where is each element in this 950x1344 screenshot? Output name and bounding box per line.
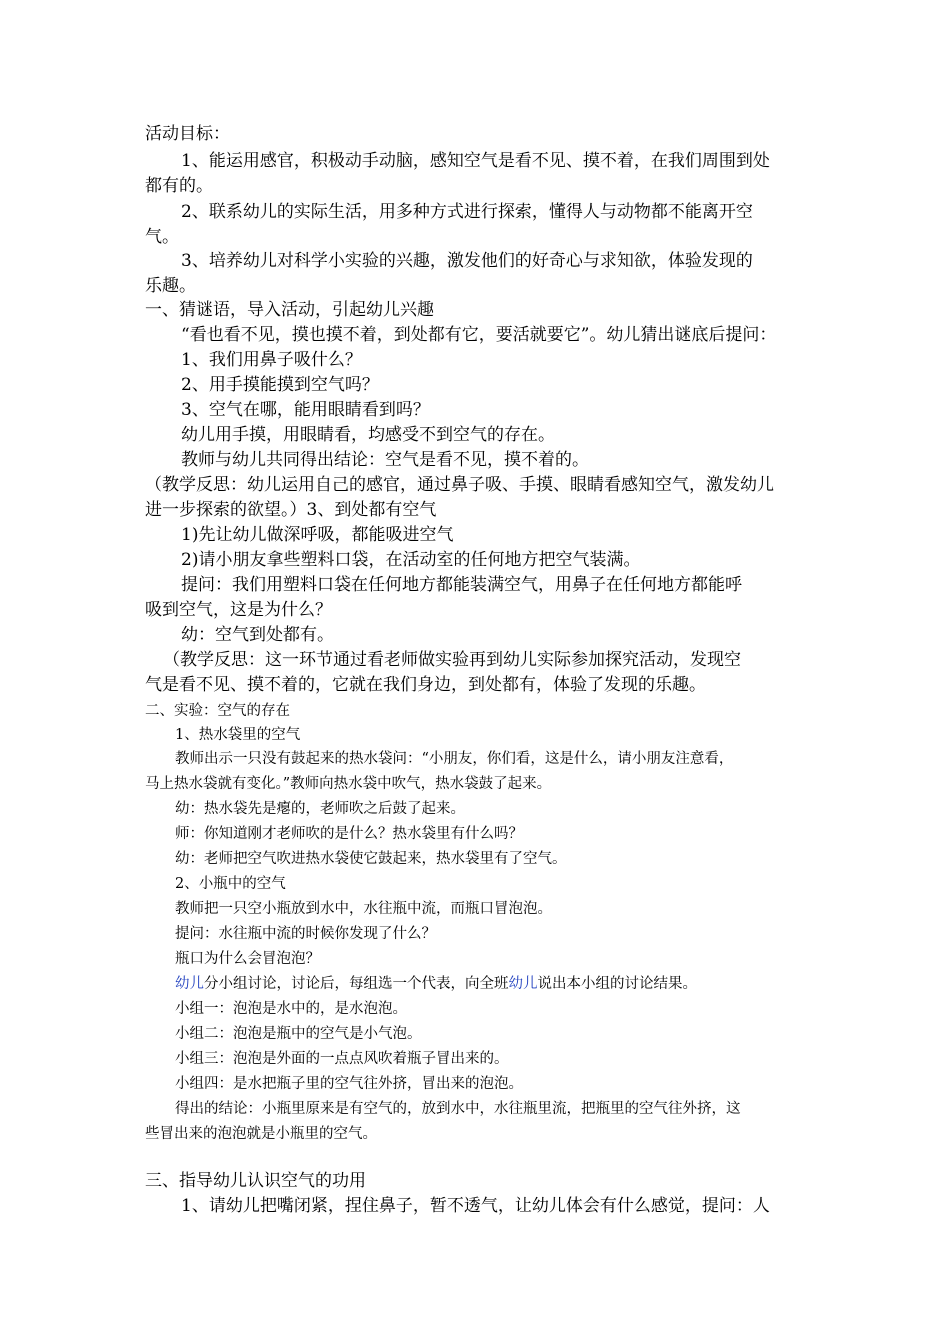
goal-3-line-1: 3、培养幼儿对科学小实验的兴趣，激发他们的好奇心与求知欲，体验发现的 [181,251,753,271]
step-2: 2)请小朋友拿些塑料口袋，在活动室的任何地方把空气装满。 [181,550,641,570]
group-1-answer: 小组一：泡泡是水中的，是水泡泡。 [175,1001,407,1017]
reflection-1-line-2: 进一步探索的欲望。）3、到处都有空气 [145,500,437,520]
discussion-end: 说出本小组的讨论结果。 [537,976,697,992]
reflection-1-line-1: （教学反思：幼儿运用自己的感官，通过鼻子吸、手摸、眼睛看感知空气，激发幼儿 [145,475,774,495]
reflection-2-line-1: （教学反思：这一环节通过看老师做实验再到幼儿实际参加探究活动，发现空 [163,650,741,670]
experiment-1-title: 1、热水袋里的空气 [175,727,301,743]
section-2-heading: 二、实验：空气的存在 [145,703,290,719]
keyword-child-1: 幼儿 [175,976,204,992]
conclusion-1: 教师与幼儿共同得出结论：空气是看不见，摸不着的。 [181,450,589,470]
group-discussion-line [175,977,697,992]
section-3-heading: 三、指导幼儿认识空气的功用 [145,1171,366,1191]
experiment-1-teacher: 师：你知道刚才老师吹的是什么？热水袋里有什么吗？ [175,826,523,842]
goal-2-line-2: 气。 [145,227,179,247]
experiment-2-why: 瓶口为什么会冒泡泡？ [175,951,320,967]
result-line-2: 些冒出来的泡泡就是小瓶里的空气。 [145,1126,377,1142]
section-3-line-1: 1、请幼儿把嘴闭紧，捏住鼻子，暂不透气，让幼儿体会有什么感觉，提问：人 [181,1196,770,1216]
step-1: 1)先让幼儿做深呼吸，都能吸进空气 [181,525,454,545]
goal-1-line-1: 1、能运用感官，积极动手动脑，感知空气是看不见、摸不着，在我们周围到处 [181,151,770,171]
keyword-child-2: 幼儿 [508,976,538,992]
child-touch-text: 幼儿用手摸，用眼睛看，均感受不到空气的存在。 [181,425,555,445]
experiment-2-title: 2、小瓶中的空气 [175,876,286,892]
discussion-middle: 分小组讨论，讨论后，每组选一个代表，向全班 [204,976,509,992]
ask-line-2: 吸到空气，这是为什么？ [145,600,332,620]
experiment-1-line-2: 马上热水袋就有变化。”教师向热水袋中吹气，热水袋鼓了起来。 [145,776,552,792]
experiment-1-line-1: 教师出示一只没有鼓起来的热水袋问：“小朋友，你们看，这是什么，请小朋友注意看， [175,751,734,767]
question-2: 2、用手摸能摸到空气吗？ [181,375,379,395]
child-answer: 幼：空气到处都有。 [181,625,334,645]
goals-heading: 活动目标： [145,124,230,144]
experiment-2-ask: 提问：水往瓶中流的时候你发现了什么？ [175,926,436,942]
group-3-answer: 小组三：泡泡是外面的一点点风吹着瓶子冒出来的。 [175,1051,509,1067]
question-3: 3、空气在哪，能用眼睛看到吗？ [181,400,430,420]
result-line-1: 得出的结论：小瓶里原来是有空气的，放到水中，水往瓶里流，把瓶里的空气往外挤，这 [175,1101,741,1117]
experiment-1-child-2: 幼：老师把空气吹进热水袋使它鼓起来，热水袋里有了空气。 [175,851,567,867]
riddle-text: “看也看不见，摸也摸不着，到处都有它，要活就要它”。幼儿猜出谜底后提问： [181,325,777,345]
goal-3-line-2: 乐趣。 [145,276,196,296]
group-4-answer: 小组四：是水把瓶子里的空气往外挤，冒出来的泡泡。 [175,1076,523,1092]
goal-1-line-2: 都有的。 [145,176,213,196]
experiment-1-child-1: 幼：热水袋先是瘪的，老师吹之后鼓了起来。 [175,801,465,817]
section-1-heading: 一、猜谜语，导入活动，引起幼儿兴趣 [145,300,434,320]
goal-2-line-1: 2、联系幼儿的实际生活，用多种方式进行探索，懂得人与动物都不能离开空 [181,202,753,222]
question-1: 1、我们用鼻子吸什么？ [181,350,362,370]
experiment-2-line-1: 教师把一只空小瓶放到水中，水往瓶中流，而瓶口冒泡泡。 [175,901,552,917]
ask-line-1: 提问：我们用塑料口袋在任何地方都能装满空气，用鼻子在任何地方都能呼 [181,575,742,595]
reflection-2-line-2: 气是看不见、摸不着的，它就在我们身边，到处都有，体验了发现的乐趣。 [145,675,706,695]
group-2-answer: 小组二：泡泡是瓶中的空气是小气泡。 [175,1026,422,1042]
